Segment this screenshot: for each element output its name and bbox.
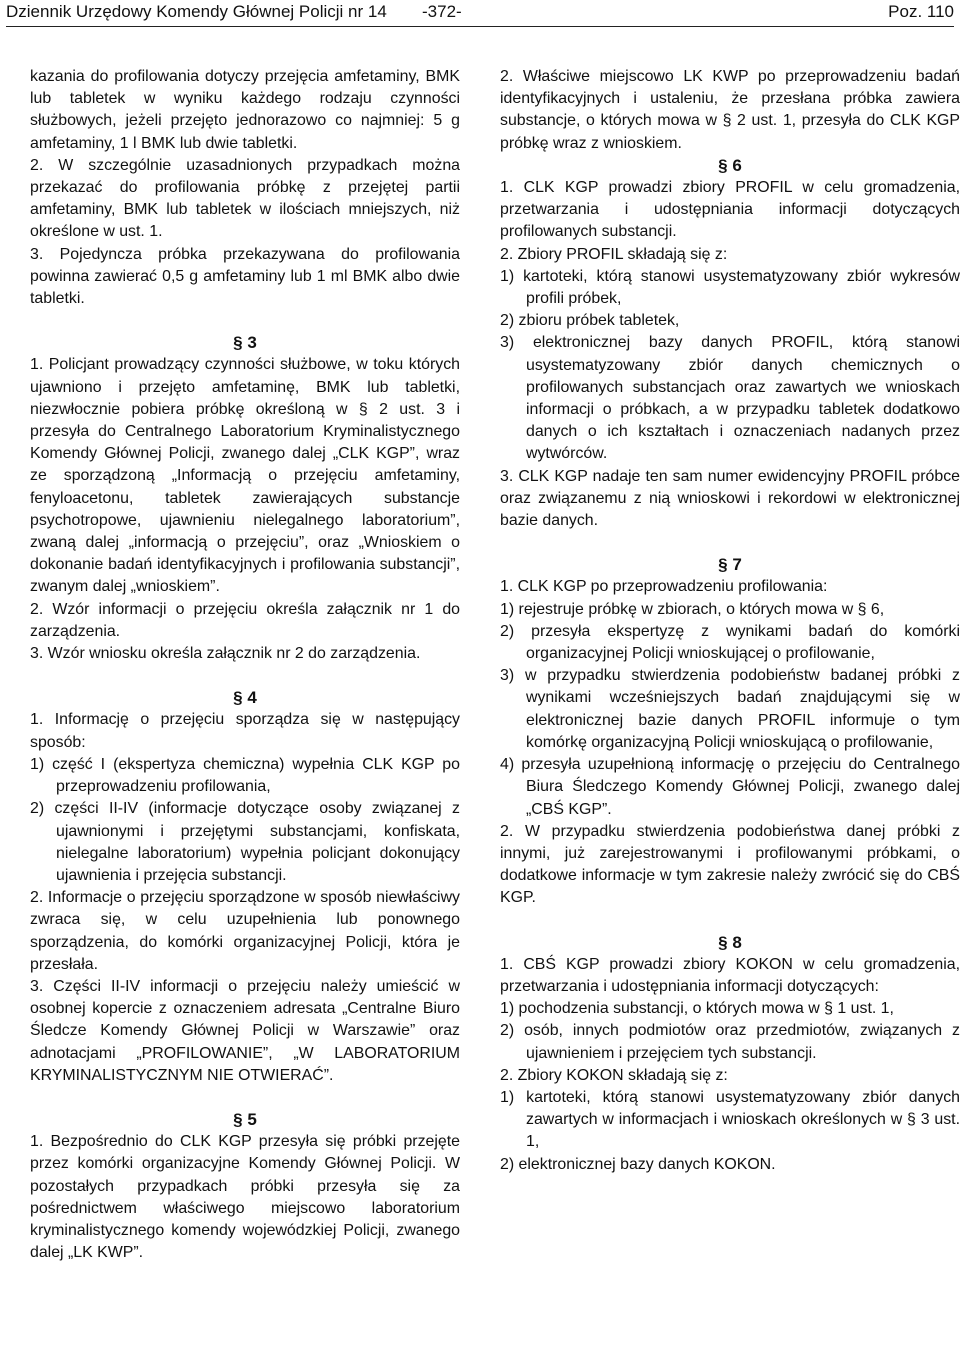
- section-heading-8: § 8: [718, 932, 742, 952]
- position-number: Poz. 110: [888, 2, 954, 21]
- list-item: 1) rejestruje próbkę w zbiorach, o których mowa w § 6,: [500, 600, 885, 618]
- paragraph: 1. Policjant prowadzący czynności służbowe, w toku których ujawniono i przejęto amfetaminę, BMK lub tabletki, niezwłocznie pobiera próbkę określoną w § 2 ust. 3 i przesyła do Centralnego Laboratorium Kryminalistycznego Komendy Głównej Policji, zwanego dalej „CLK KGP”, wraz ze sporządzoną „Informacją o przejęciu amfetaminy, fenyloacetonu, tabletek zawierających substancje psychotropowe, ujawnieniu nielegalnego laboratorium”, zwaną dalej „informacją o przejęciu”, oraz „Wnioskiem o dokonanie badań identyfikacyjnych i profilowania substancji”, zwanym dalej „wnioskiem”.: [30, 356, 460, 596]
- paragraph: 2. Zbiory PROFIL składają się z:: [500, 245, 728, 263]
- paragraph: 1. Informację o przejęciu sporządza się w następujący sposób:: [30, 711, 460, 751]
- paragraph: 2. Wzór informacji o przejęciu określa załącznik nr 1 do zarządzenia.: [30, 600, 460, 640]
- page-header: [6, 0, 954, 27]
- paragraph: 1. CBŚ KGP prowadzi zbiory KOKON w celu gromadzenia, przetwarzania i udostępniania informacji dotyczących:: [500, 955, 960, 995]
- list-item: 2) przesyła ekspertyzę z wynikami badań do komórki organizacyjnej Policji wnioskującej o profilowanie,: [500, 622, 960, 663]
- list-item: 3) elektronicznej bazy danych PROFIL, którą stanowi usystematyzowany zbiór danych chemicznych o profilowanych substancjach oraz zawartych we wnioskach informacji o próbkach, a w przypadku tabletek dodatkowo danych o ich kształtach i oznaczeniach nadanych przez wytwórców.: [500, 334, 960, 463]
- journal-title: Dziennik Urzędowy Komendy Głównej Policji nr 14: [6, 2, 387, 21]
- paragraph: 3. Pojedyncza próbka przekazywana do profilowania powinna zawierać 0,5 g amfetaminy lub 1 ml BMK albo dwie tabletki.: [30, 245, 460, 308]
- list-item: 2) zbioru próbek tabletek,: [500, 312, 680, 330]
- list-item: 2) części II-IV (informacje dotyczące osoby związanej z ujawnionymi i przejętymi substancjami, konfiskata, nielegalne laboratorium) wypełnia policjant dokonujący ujawnienia i przejęcia substancji.: [30, 800, 460, 884]
- paragraph: 2. Informacje o przejęciu sporządzone w sposób niewłaściwy zwraca się, w celu uzupełnienia lub ponownego sporządzenia, do komórki organizacyjnej Policji, która je przesłała.: [30, 889, 460, 973]
- paragraph: kazania do profilowania dotyczy przejęcia amfetaminy, BMK lub tabletek w wyniku każdego rodzaju czynności służbowych, jeżeli przejęto jednorazowo co najmniej: 5 g amfetaminy, 1 l BMK lub dwie tabletki.: [30, 68, 460, 152]
- list-item: 1) pochodzenia substancji, o których mowa w § 1 ust. 1,: [500, 1000, 894, 1018]
- page-number: -372-: [422, 2, 462, 21]
- paragraph: 2. Właściwe miejscowo LK KWP po przeprowadzeniu badań identyfikacyjnych i ustaleniu, że przesłana próbka zawiera substancje, o których mowa w § 2 ust. 1, przesyła do CLK KGP próbkę wraz z wnioskiem.: [500, 68, 960, 152]
- paragraph: 1. Bezpośrednio do CLK KGP przesyła się próbki przejęte przez komórki organizacyjne Komendy Głównej Policji. W pozostałych przypadkach próbki przesyła się za pośrednictwem właściwego miejscowo laboratorium kryminalistycznego komendy wojewódzkiej Policji, zwanego dalej „LK KWP”.: [30, 1133, 460, 1262]
- list-item: 1) część I (ekspertyza chemiczna) wypełnia CLK KGP po przeprowadzeniu profilowania,: [30, 755, 460, 796]
- section-heading-5: § 5: [233, 1109, 257, 1129]
- paragraph: 1. CLK KGP po przeprowadzeniu profilowania:: [500, 578, 828, 596]
- left-column: [30, 66, 460, 1264]
- paragraph: 1. CLK KGP prowadzi zbiory PROFIL w celu gromadzenia, przetwarzania i udostępniania informacji dotyczących profilowanych substancji.: [500, 179, 960, 241]
- paragraph: 2. W przypadku stwierdzenia podobieństwa danej próbki z innymi, już zarejestrowanymi i profilowanymi próbkami, o dodatkowe informacje w tym zakresie należy zwrócić się do CBŚ KGP.: [500, 822, 960, 907]
- list-item: 1) kartoteki, którą stanowi usystematyzowany zbiór wykresów profili próbek,: [500, 267, 960, 308]
- paragraph: 3. Wzór wniosku określa załącznik nr 2 do zarządzenia.: [30, 645, 421, 663]
- paragraph: 2. W szczególnie uzasadnionych przypadkach można przekazać do profilowania próbkę z przejętej partii amfetaminy, BMK lub tabletek w ilościach mniejszych, niż określone w ust. 1.: [30, 156, 460, 241]
- section-heading-6: § 6: [718, 155, 742, 175]
- list-item: 2) elektronicznej bazy danych KOKON.: [500, 1155, 776, 1173]
- paragraph: 3. Części II-IV informacji o przejęciu należy umieścić w osobnej kopercie z oznaczeniem adresata „Centralne Biuro Śledcze Komendy Głównej Policji w Warszawie” oraz adnotacjami „PROFILOWANIE”, „W LABORATORIUM KRYMINALISTYCZNYM NIE OTWIERAĆ”.: [30, 977, 460, 1084]
- right-column: [500, 66, 960, 1176]
- paragraph: 2. Zbiory KOKON składają się z:: [500, 1066, 728, 1084]
- list-item: 4) przesyła uzupełnioną informację o przejęciu do Centralnego Biura Śledczego Komendy Głównej Policji, zwanego dalej „CBŚ KGP”.: [500, 756, 960, 818]
- section-heading-4: § 4: [233, 688, 257, 708]
- paragraph: 3. CLK KGP nadaje ten sam numer ewidencyjny PROFIL próbce oraz związanemu z nią wnioskowi i rekordowi w elektronicznej bazie danych.: [500, 467, 960, 530]
- list-item: 2) osób, innych podmiotów oraz przedmiotów, związanych z ujawnieniem i przejęciem tych substancji.: [500, 1022, 960, 1062]
- section-heading-3: § 3: [233, 333, 257, 353]
- section-heading-7: § 7: [718, 555, 742, 575]
- list-item: 1) kartoteki, którą stanowi usystematyzowany zbiór danych zawartych w informacjach i wnioskach określonych w § 3 ust. 1,: [500, 1088, 960, 1151]
- list-item: 3) w przypadku stwierdzenia podobieństw badanej próbki z wynikami wcześniejszych badań znajdującymi się w elektronicznej bazie danych PROFIL informuje o tym komórkę organizacyjną Policji wnioskującą o profilowanie,: [500, 667, 960, 751]
